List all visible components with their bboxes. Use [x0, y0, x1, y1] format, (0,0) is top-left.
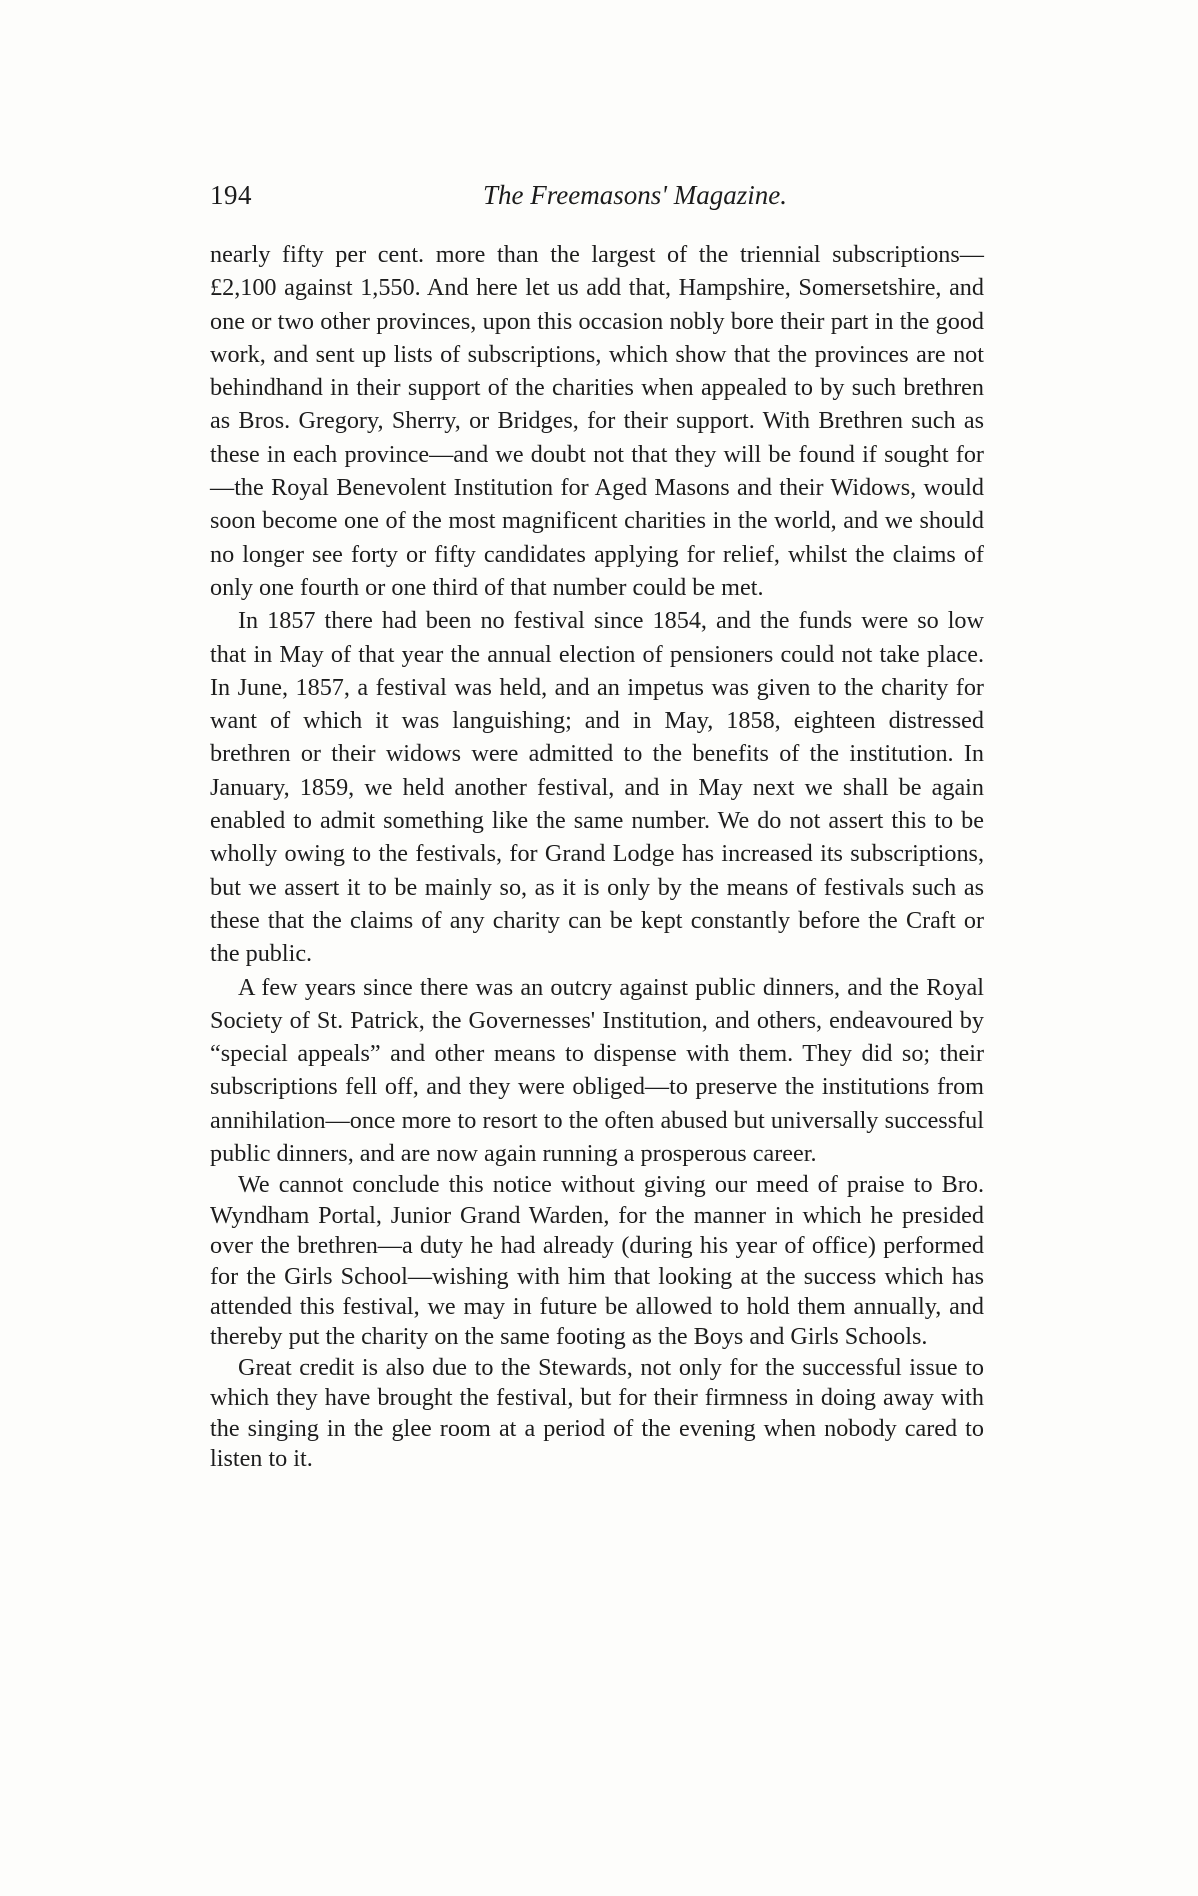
running-head [210, 180, 1020, 230]
article-body [210, 238, 984, 1474]
paragraph-praise-portal: We cannot conclude this notice without giving our meed of praise to Bro. Wyndham Portal, Junior Grand Warden, for the manner in which he presided over the brethren—a duty he had already (during his year of office) performed for the Girls School—wishing with him that looking at the success which has attended this festival, we may in future be allowed to hold them annually, and thereby put the charity on the same footing as the Boys and Girls Schools. [210, 1171, 984, 1351]
page-number: 194 [210, 180, 252, 210]
journal-title: The Freemasons' Magazine. [483, 180, 787, 210]
paragraph-stewards-credit: Great credit is also due to the Stewards, not only for the successful issue to which they have brought the festival, but for their firmness in doing away with the singing in the glee room at a period of the evening when nobody cared to listen to it. [210, 1353, 984, 1472]
paragraph-1857-festival: In 1857 there had been no festival since 1854, and the funds were so low that in May of that year the annual election of pensioners could not take place. In June, 1857, a festival was held, and an impetus was given to the charity for want of which it was languishing; and in May, 1858, eighteen distressed brethren or their widows were admitted to the benefits of the institution. In January, 1859, we held another festival, and in May next we shall be again enabled to admit something like the same number. We do not assert this to be wholly owing to the festivals, for Grand Lodge has increased its subscriptions, but we assert it to be mainly so, as it is only by the means of festivals such as these that the claims of any charity can be kept constantly before the Craft or the public. [210, 607, 984, 968]
paragraph-continuation: nearly fifty per cent. more than the largest of the triennial subscriptions—£2,100 against 1,550. And here let us add that, Hampshire, Somersetshire, and one or two other provinces, upon this occasion nobly bore their part in the good work, and sent up lists of subscriptions, which show that the provinces are not behindhand in their support of the charities when appealed to by such brethren as Bros. Gregory, Sherry, or Bridges, for their support. With Brethren such as these in each province—and we doubt not that they will be found if sought for—the Royal Benevolent Institution for Aged Masons and their Widows, would soon become one of the most magnificent charities in the world, and we should no longer see forty or fifty candidates applying for relief, whilst the claims of only one fourth or one third of that number could be met. [210, 241, 984, 601]
paragraph-public-dinners: A few years since there was an outcry against public dinners, and the Royal Society of St. Patrick, the Governesses' Institution, and others, endeavoured by “special appeals” and other means to dispense with them. They did so; their subscriptions fell off, and they were obliged—to preserve the institutions from annihilation—once more to resort to the often abused but universally successful public dinners, and are now again running a prosperous career. [210, 973, 984, 1168]
